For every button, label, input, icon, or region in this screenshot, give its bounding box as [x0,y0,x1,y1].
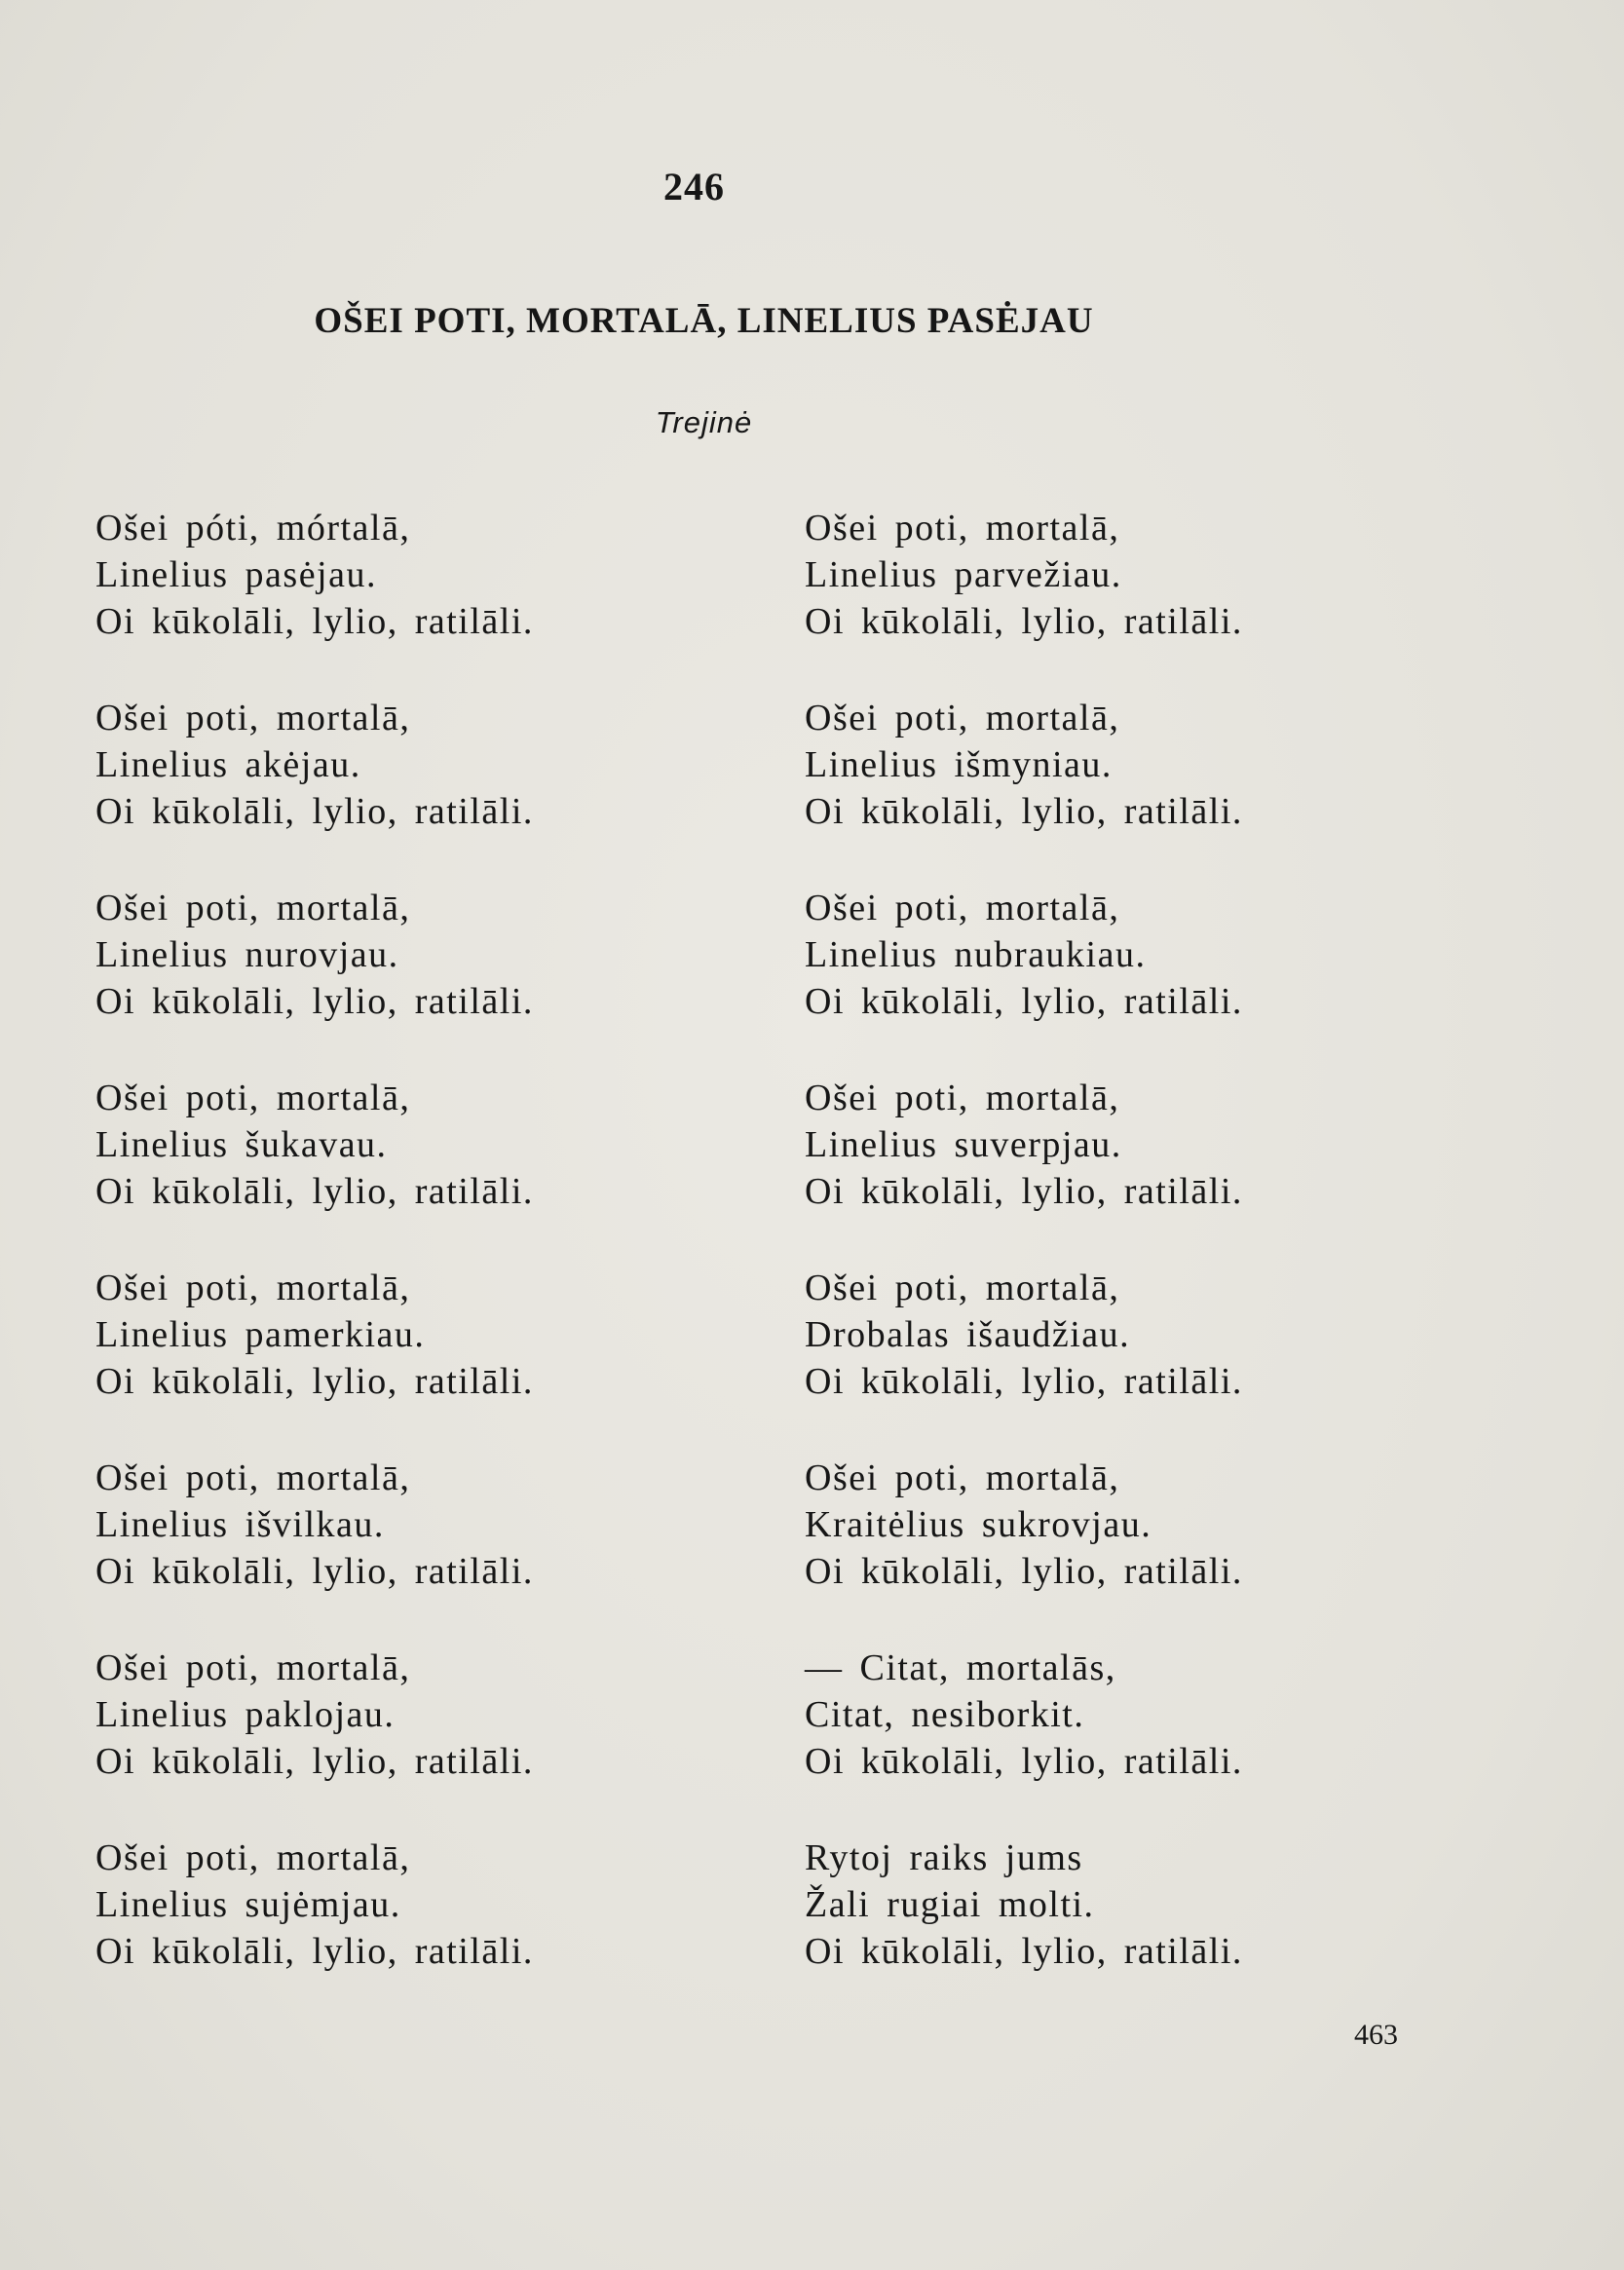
stanza [805,1265,1243,1455]
verse-line: Citat, nesiborkit. [805,1694,1085,1735]
verse-line: Ošei poti, mortalā, [95,1837,411,1878]
left-verse-column [95,505,534,2024]
verse-line: Žali rugiai molti. [805,1884,1095,1925]
refrain-line: Oi kūkolāli, lylio, ratilāli. [95,1741,534,1782]
verse-line: Ošei poti, mortalā, [805,888,1120,928]
verse-line: Ošei poti, mortalā, [95,1267,411,1308]
stanza [95,1835,534,2024]
verse-line: Ošei poti, mortalā, [805,1457,1120,1498]
verse-line: Linelius suverpjau. [805,1124,1122,1165]
refrain-line: Oi kūkolāli, lylio, ratilāli. [805,1741,1243,1782]
refrain-line: Oi kūkolāli, lylio, ratilāli. [805,1551,1243,1592]
verse-line: Ošei poti, mortalā, [805,698,1120,738]
refrain-line: Oi kūkolāli, lylio, ratilāli. [805,1931,1243,1972]
refrain-line: Oi kūkolāli, lylio, ratilāli. [95,1551,534,1592]
stanza [95,1075,534,1265]
verse-line: Linelius akėjau. [95,744,361,785]
refrain-line: Oi kūkolāli, lylio, ratilāli. [95,981,534,1022]
stanza [805,505,1243,695]
verse-line: — Citat, mortalās, [805,1647,1116,1688]
stanza [95,1265,534,1455]
refrain-line: Oi kūkolāli, lylio, ratilāli. [805,791,1243,832]
stanza [95,1455,534,1645]
stanza [805,695,1243,885]
stanza [805,1455,1243,1645]
refrain-line: Oi kūkolāli, lylio, ratilāli. [805,981,1243,1022]
refrain-line: Oi kūkolāli, lylio, ratilāli. [95,1361,534,1402]
verse-line: Linelius pasėjau. [95,554,377,595]
refrain-line: Oi kūkolāli, lylio, ratilāli. [805,1171,1243,1212]
verse-line: Ošei póti, mórtalā, [95,508,411,549]
verse-line: Linelius išvilkau. [95,1504,385,1545]
stanza [805,885,1243,1075]
verse-line: Ošei poti, mortalā, [95,1457,411,1498]
verse-line: Linelius nurovjau. [95,934,399,975]
verse-line: Ošei poti, mortalā, [805,1078,1120,1118]
refrain-line: Oi kūkolāli, lylio, ratilāli. [95,791,534,832]
stanza [805,1075,1243,1265]
stanza [95,505,534,695]
verse-line: Ošei poti, mortalā, [95,888,411,928]
verse-line: Ošei poti, mortalā, [95,1078,411,1118]
stanza [95,695,534,885]
verse-line: Ošei poti, mortalā, [805,1267,1120,1308]
stanza [805,1835,1243,2024]
song-title: OŠEI POTI, MORTALĀ, LINELIUS PASĖJAU [314,301,1094,341]
stanza [95,1645,534,1835]
verse-line: Rytoj raiks jums [805,1837,1083,1878]
page-number: 463 [1354,2019,1398,2051]
verse-line: Ošei poti, mortalā, [805,508,1120,549]
verse-line: Linelius paklojau. [95,1694,396,1735]
refrain-line: Oi kūkolāli, lylio, ratilāli. [95,601,534,642]
verse-line: Ošei poti, mortalā, [95,1647,411,1688]
stanza [95,885,534,1075]
refrain-line: Oi kūkolāli, lylio, ratilāli. [95,1171,534,1212]
verse-line: Linelius nubraukiau. [805,934,1147,975]
verse-line: Linelius sujėmjau. [95,1884,401,1925]
verse-line: Linelius šukavau. [95,1124,388,1165]
stanza [805,1645,1243,1835]
verse-line: Kraitėlius sukrovjau. [805,1504,1152,1545]
refrain-line: Oi kūkolāli, lylio, ratilāli. [95,1931,534,1972]
verse-line: Ošei poti, mortalā, [95,698,411,738]
verse-line: Linelius pamerkiau. [95,1314,426,1355]
refrain-line: Oi kūkolāli, lylio, ratilāli. [805,601,1243,642]
verse-line: Linelius parvežiau. [805,554,1122,595]
song-subtitle: Trejinė [655,405,753,439]
song-number: 246 [663,165,725,208]
verse-line: Linelius išmyniau. [805,744,1113,785]
refrain-line: Oi kūkolāli, lylio, ratilāli. [805,1361,1243,1402]
right-verse-column [805,505,1243,2024]
verse-line: Drobalas išaudžiau. [805,1314,1131,1355]
